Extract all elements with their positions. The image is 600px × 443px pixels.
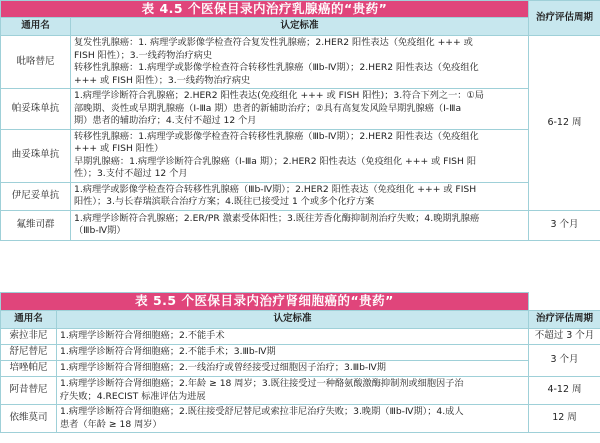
standard-line: 1.病理学诊断符合乳腺癌；2.ER/PR 激素受体阳性；3.既往芳香化酶抑制剂治疗失败；4.晚期乳腺癌 bbox=[74, 212, 480, 224]
table-row bbox=[1, 182, 600, 210]
drug-standard bbox=[57, 329, 529, 345]
standard-line: 1.病理学诊断符合乳腺癌；2.HER2 阳性表达(免疫组化 +++ 或 FISH 阳性)；3.符合下列之一：①局 bbox=[74, 90, 484, 101]
drug-standard bbox=[71, 129, 529, 182]
drug-standard bbox=[71, 210, 529, 240]
drug-standard bbox=[71, 36, 529, 89]
drug-standard bbox=[57, 377, 529, 405]
table2-title-spacer bbox=[529, 293, 600, 311]
standard-line: 转移性乳腺癌：1.病理学或影像学检查符合转移性乳腺癌（Ⅲb-Ⅳ期）；2.HER2 阳性表达（免疫组化 bbox=[74, 62, 479, 73]
standard-line: 部晚期、炎性或早期乳腺癌（Ⅰ-Ⅲa 期）患者的新辅助治疗；②具有高复发风险早期乳腺癌（Ⅰ-Ⅲa bbox=[74, 102, 462, 114]
drug-name: 氟维司群 bbox=[1, 210, 71, 240]
table-row bbox=[1, 361, 600, 377]
standard-line: 1.病理学或影像学检查符合转移性乳腺癌（Ⅲb-Ⅳ期）；2.HER2 阳性表达（免疫组化 +++ 或 FISH bbox=[74, 183, 477, 195]
table1-header-standard: 认定标准 bbox=[71, 18, 529, 36]
drug-name: 帕妥珠单抗 bbox=[1, 89, 71, 130]
standard-line: 1.病理学诊断符合肾细胞癌；2.不能手术；3.Ⅲb-Ⅳ期 bbox=[60, 346, 276, 358]
standard-line: +++ 或 FISH 阳性）；3.一线药物治疗病史 bbox=[74, 74, 251, 86]
drug-standard bbox=[57, 361, 529, 377]
table2-header-standard: 认定标准 bbox=[57, 311, 529, 329]
drug-standard bbox=[57, 405, 529, 433]
table-row bbox=[1, 89, 600, 130]
period-cell: 6-12 周 bbox=[529, 36, 600, 211]
standard-line: 患者（年龄 ≥ 18 周岁） bbox=[60, 418, 162, 430]
drug-name: 舒尼替尼 bbox=[1, 345, 57, 361]
drug-name: 阿昔替尼 bbox=[1, 377, 57, 405]
table1-title: 表 4.5 个医保目录内治疗乳腺癌的“贵药” bbox=[1, 1, 529, 18]
renal-cancer-drug-table bbox=[0, 292, 600, 433]
standard-line: 阳性）；3.与长春瑞滨联合治疗方案；4.既往已接受过 1 个或多个化疗方案 bbox=[74, 196, 375, 207]
period-cell: 12 周 bbox=[529, 405, 600, 433]
table2-title: 表 5.5 个医保目录内治疗肾细胞癌的“贵药” bbox=[1, 293, 529, 311]
standard-line: 性）；3.支付不超过 12 个月 bbox=[74, 168, 188, 179]
standard-line: 复发性乳腺癌：1. 病理学或影像学检查符合复发性乳腺癌；2.HER2 阳性表达（免疫组化 +++ 或 bbox=[74, 37, 473, 48]
standard-line: 期）患者的辅助治疗；4.支付不超过 12 个月 bbox=[74, 115, 257, 126]
table-row bbox=[1, 345, 600, 361]
period-cell: 不超过 3 个月 bbox=[529, 329, 600, 345]
table-row bbox=[1, 129, 600, 182]
standard-line: FISH 阳性）；3.一线药物治疗病史 bbox=[74, 49, 213, 61]
standard-line: （Ⅲb-Ⅳ期） bbox=[74, 225, 126, 236]
standard-line: 早期乳腺癌：1.病理学诊断符合乳腺癌（Ⅰ-Ⅲa 期）；2.HER2 阳性表达（免疫组化 +++ 或 FISH 阳 bbox=[74, 155, 477, 167]
period-cell: 3 个月 bbox=[529, 345, 600, 377]
table2-header-period: 治疗评估周期 bbox=[529, 311, 600, 329]
standard-line: 疗失败；4.RECIST 标准评估为进展 bbox=[60, 390, 206, 402]
drug-name: 伊尼妥单抗 bbox=[1, 182, 71, 210]
table-row bbox=[1, 377, 600, 405]
table-row bbox=[1, 329, 600, 345]
drug-standard bbox=[71, 182, 529, 210]
drug-name: 依维莫司 bbox=[1, 405, 57, 433]
drug-name: 曲妥珠单抗 bbox=[1, 129, 71, 182]
table-row bbox=[1, 210, 600, 240]
drug-standard bbox=[71, 89, 529, 130]
drug-name: 索拉非尼 bbox=[1, 329, 57, 345]
period-cell: 3 个月 bbox=[529, 210, 600, 240]
standard-line: +++ 或 FISH 阳性） bbox=[74, 143, 164, 154]
table-row bbox=[1, 36, 600, 89]
standard-line: 1.病理学诊断符合肾细胞癌；2.一线治疗或曾经接受过细胞因子治疗；3.Ⅲb-Ⅳ期 bbox=[60, 362, 386, 374]
drug-name: 培唑帕尼 bbox=[1, 361, 57, 377]
table1-header-period: 治疗评估周期 bbox=[529, 1, 600, 36]
drug-name: 吡咯替尼 bbox=[1, 36, 71, 89]
period-cell: 4-12 周 bbox=[529, 377, 600, 405]
standard-line: 1.病理学诊断符合肾细胞癌；2.年龄 ≥ 18 周岁；3.既往接受过一种酪氨酸激酶抑制剂或细胞因子治 bbox=[60, 378, 464, 389]
drug-standard bbox=[57, 345, 529, 361]
standard-line: 1.病理学诊断符合肾细胞癌；2.既往接受舒尼替尼或索拉非尼治疗失败；3.晚期（Ⅲb-Ⅳ期）；4.成人 bbox=[60, 406, 464, 417]
table1-header-name: 通用名 bbox=[1, 18, 71, 36]
standard-line: 转移性乳腺癌：1.病理学或影像学检查符合转移性乳腺癌（Ⅲb-Ⅳ期）；2.HER2 阳性表达（免疫组化 bbox=[74, 130, 479, 142]
table2-header-name: 通用名 bbox=[1, 311, 57, 329]
table-row bbox=[1, 405, 600, 433]
standard-line: 1.病理学诊断符合肾细胞癌；2.不能手术 bbox=[60, 330, 225, 342]
